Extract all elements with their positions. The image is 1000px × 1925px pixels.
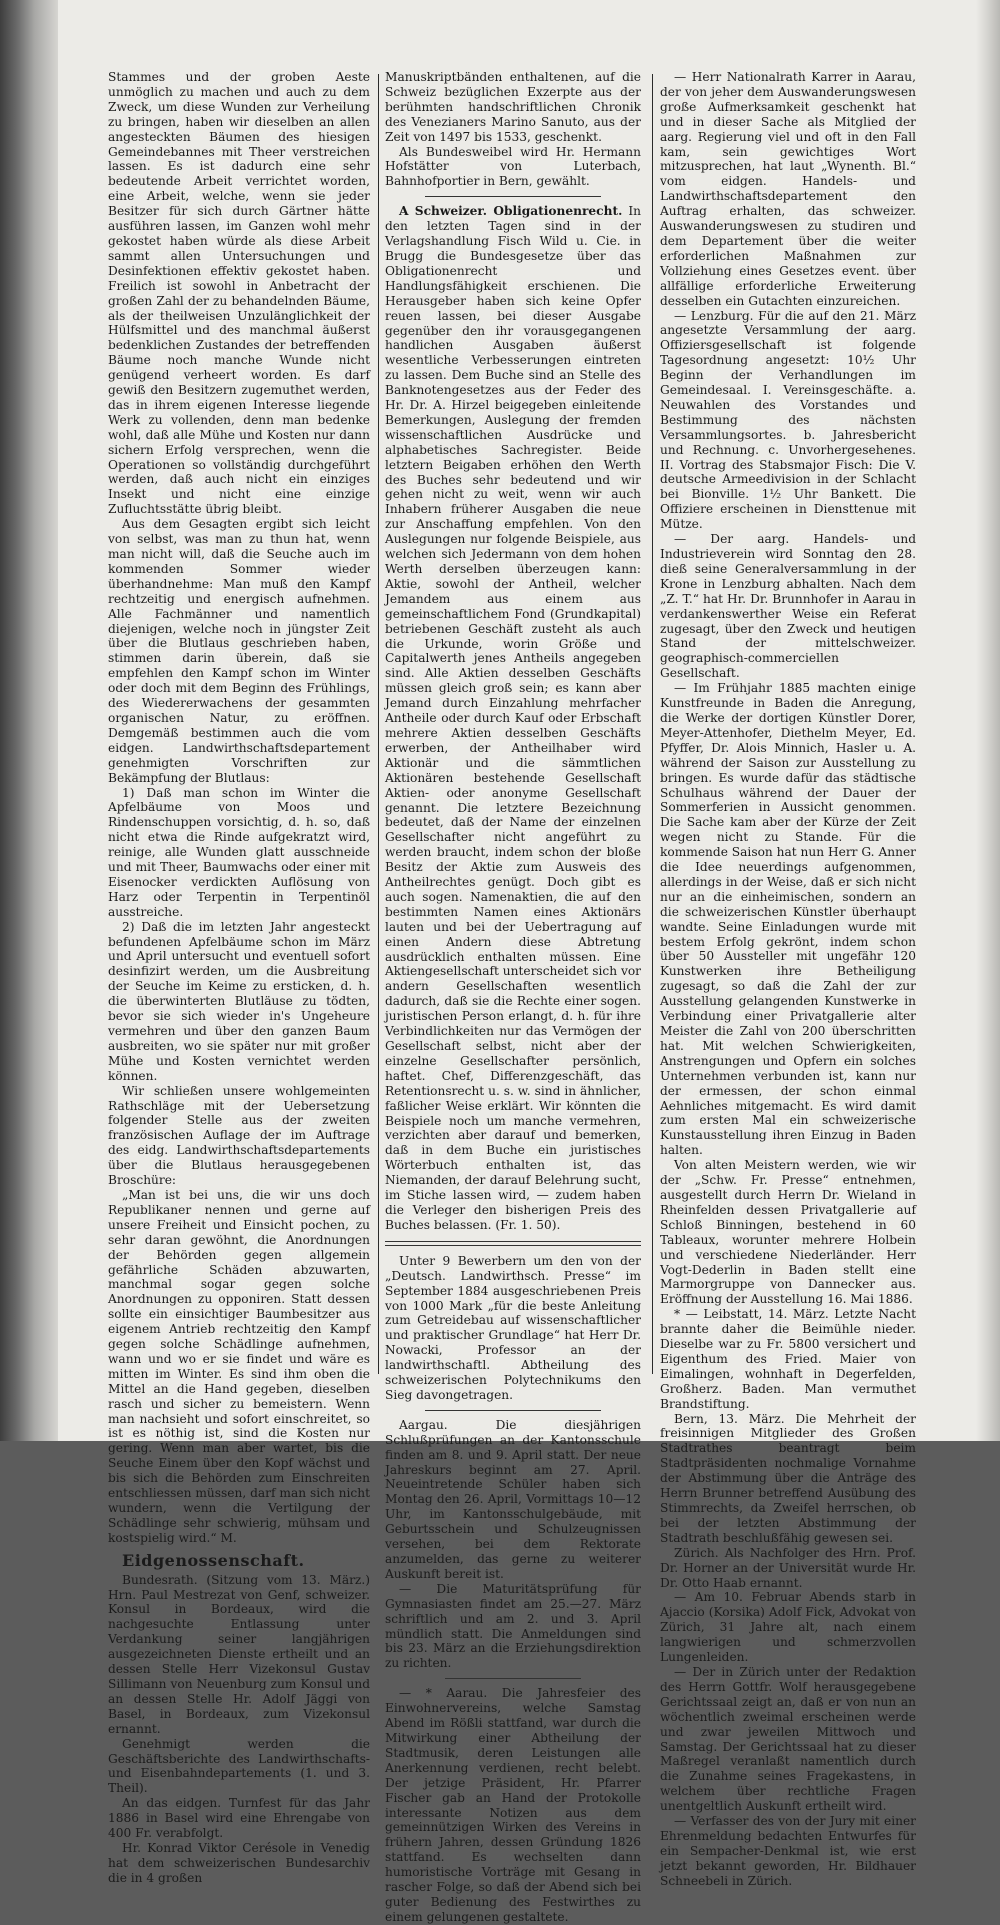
paragraph: Hr. Konrad Viktor Cerésole in Venedig hat dem schweizerischen Bundesarchiv die in 4 großen xyxy=(108,1840,370,1885)
paragraph xyxy=(385,204,641,1233)
paragraph: Als Bundesweibel wird Hr. Hermann Hofstätter von Luterbach, Bahnhofportier in Bern, gewählt. xyxy=(385,144,641,189)
paragraph: — Am 10. Februar Abends starb in Ajaccio (Korsika) Adolf Fick, Advokat von Zürich, 31 Jahre alt, nach einem langwierigen und schmerzvollen Lungenleiden. xyxy=(660,1590,916,1665)
binding-shadow xyxy=(0,0,58,1441)
separator xyxy=(445,1678,581,1679)
paragraph: An das eidgen. Turnfest für das Jahr 1886 in Basel wird eine Ehrengabe von 400 Fr. verabfolgt. xyxy=(108,1796,370,1841)
paragraph: Zürich. Als Nachfolger des Hrn. Prof. Dr. Horner an der Universität wurde Hr. Dr. Otto Haab ernannt. xyxy=(660,1545,916,1590)
paragraph: — Verfasser des von der Jury mit einer Ehrenmeldung bedachten Entwurfes für ein Sempacher-Denkmal ist, wie erst jetzt bekannt geworden, Hr. Bildhauer Schneebeli in Zürich. xyxy=(660,1814,916,1888)
column-1 xyxy=(108,70,370,1886)
paragraph: Manuskriptbänden enthaltenen, auf die Schweiz bezüglichen Exzerpte aus der berühmten handschriftlichen Chronik des Venezianers Marino Sanuto, aus der Zeit von 1497 bis 1533, geschenkt. xyxy=(385,70,641,144)
paragraph: Bern, 13. März. Die Mehrheit der freisinnigen Mitglieder des Großen Stadtrathes beantragt beim Stadtpräsidenten nochmalige Vornahme der Abstimmung über die Anträge des Herrn Brunner betreffend Ausübung des Stimmrechts, da Zweifel herrschen, ob bei der letzten Abstimmung der Stadtrath beschlußfähig gewesen sei. xyxy=(660,1411,916,1545)
paragraph: Von alten Meistern werden, wie wir der „Schw. Fr. Presse“ entnehmen, ausgestellt durch Herrn Dr. Wieland in Rheinfelden dessen Privatgallerie auf Schloß Binningen, bestehend in 60 Tableaux, worunter mehrere Holbein und verschiedene Niederländer. Herr Vogt-Dederlin in Baden stellt eine Marmorgruppe von Dannecker aus. Eröffnung der Ausstellung 16. Mai 1886. xyxy=(660,1158,916,1307)
paragraph: Genehmigt werden die Geschäftsberichte des Landwirthschafts- und Eisenbahndepartements (1. und 3. Theil). xyxy=(108,1736,370,1796)
paragraph: — Lenzburg. Für die auf den 21. März angesetzte Versammlung der aarg. Offiziersgesellschaft ist folgende Tagesordnung angesetzt: 10½ Uhr Beginn der Verhandlungen im Gemeindesaal. I. Vereinsgeschäfte. a. Neuwahlen des Vorstandes und Bestimmung des nächsten Versammlungsortes. b. Jahresbericht und Rechnung. c. Unvorhergesehenes. II. Vortrag des Stabsmajor Fisch: Die V. deutsche Armeedivision in der Schlacht bei Bionville. 1½ Uhr Bankett. Die Offiziere erscheinen in Diensttenue mit Mütze. xyxy=(660,308,916,532)
paragraph: — Der in Zürich unter der Redaktion des Herrn Gottfr. Wolf herausgegebene Gerichtssaal zeigt an, daß er von nun an wöchentlich zweimal erscheinen werde und zwar jeweilen Mittwoch und Samstag. Der Gerichtssaal hat zu dieser Maßregel veranlaßt namentlich durch die Zunahme seines Fragekastens, in welchem über rechtliche Fragen unentgeltlich Auskunft ertheilt wird. xyxy=(660,1664,916,1814)
paragraph: Aargau. Die diesjährigen Schlußprüfungen an der Kantonsschule finden am 8. und 9. April statt. Der neue Jahreskurs beginnt am 27. April. Neueintretende Schüler haben sich Montag den 26. April, Vormittags 10—12 Uhr, im Kantonsschulgebäude, mit Geburtsschein und Schulzeugnissen versehen, bei dem Rektorate anzumelden, das gerne zu weiterer Auskunft bereit ist. xyxy=(385,1417,641,1581)
paragraph: — Die Maturitätsprüfung für Gymnasiasten findet am 25.—27. März schriftlich und am 2. und 3. April mündlich statt. Die Anmeldungen sind bis 23. März an die Erziehungsdirektion zu richten. xyxy=(385,1581,641,1671)
column-rule xyxy=(378,74,379,1374)
paragraph: 2) Daß die im letzten Jahr angesteckt befundenen Apfelbäume schon im März und April untersucht und eventuell sofort desinfizirt werden, um die Ausbreitung der Seuche im Keime zu ersticken, d. h. die überwinterten Blutläuse zu tödten, bevor sie sich wieder in's Ungeheure vermehren und über den ganzen Baum ausbreiten, wo sie später nur mit großer Mühe und Kosten vernichtet werden können. xyxy=(108,919,370,1083)
column-2 xyxy=(385,70,641,1925)
column-3 xyxy=(660,70,916,1889)
paragraph: — * Aarau. Die Jahresfeier des Einwohnervereins, welche Samstag Abend im Rößli stattfand, war durch die Mitwirkung einer Abtheilung der Stadtmusik, deren Leistungen alle Anerkennung verdienen, recht belebt. Der jetzige Präsident, Hr. Pfarrer Fischer gab an Hand der Protokolle interessante Notizen aus dem gemeinnützigen Wirken des Vereins in frühern Jahren, dessen Gründung 1826 stattfand. Es wechselten dann humoristische Vorträge mit Gesang in rascher Folge, so daß der Abend sich bei guter Bedienung des Festwirthes zu einem gelungenen gestaltete. xyxy=(385,1686,641,1924)
paragraph: Stammes und der groben Aeste unmöglich zu machen und auch zu dem Zweck, um diese Wunden zur Verheilung zu bringen, haben wir dieselben an allen angesteckten Bäumen des hiesigen Gemeindebannes mit Theer verstreichen lassen. Es ist dadurch eine sehr bedeutende Arbeit verrichtet worden, eine Arbeit, welche, wenn sie jeder Besitzer für sich durch Gärtner hätte ausführen lassen, im Ganzen wohl mehr gekostet haben würde als diese Arbeit sammt allen Untersuchungen und Desinfektionen effektiv gekostet haben. Freilich ist sowohl in Anbetracht der großen Zahl der zu behandelnden Bäume, als der theilweisen Unzulänglichkeit der Hülfsmittel und des manchmal äußerst bedenklichen Zustandes der betreffenden Bäume noch manche Wunde nicht genügend verheert worden. Es darf gewiß den Besitzern zugemuthet werden, das in ihrem eigenen Interesse liegende Werk zu vollenden, denn man bedenke wohl, daß alle Mühe und Kosten nur dann sichern Erfolg versprechen, wenn die Operationen so vollständig durchgeführt werden, daß auch nicht ein einziges Insekt und nicht eine einzige Zufluchtsstätte übrig bleibt. xyxy=(108,70,370,517)
paragraph: * — Leibstatt, 14. März. Letzte Nacht brannte daher die Beimühle nieder. Dieselbe war zu Fr. 5800 versichert und Eigenthum des Fried. Maier von Eimalingen, wohnhaft in Degerfelden, Großherz. Baden. Man vermuthet Brandstiftung. xyxy=(660,1307,916,1411)
article-heading-obligationenrecht: A Schweizer. Obligationenrecht. xyxy=(399,204,623,219)
double-rule xyxy=(385,1241,641,1246)
paragraph: — Der aarg. Handels- und Industrieverein wird Sonntag den 28. dieß seine Generalversammlung in der Krone in Lenzburg abhalten. Nach dem „Z. T.“ hat Hr. Dr. Brunnhofer in Aarau in verdankenswerther Weise ein Referat zugesagt, über den Zweck und heutigen Stand der mittelschweizer. geographisch-commerciellen Gesellschaft. xyxy=(660,532,916,681)
paragraph: — Herr Nationalrath Karrer in Aarau, der von jeher dem Auswanderungswesen große Aufmerksamkeit geschenkt hat und in dieser Sache als Mitglied der aarg. Regierung viel und oft in den Fall kam, sein gewichtiges Wort mitzusprechen, hat laut „Wynenth. Bl.“ vom eidgen. Handels- und Landwirthschaftsdepartement den Auftrag erhalten, das schweizer. Auswanderungswesen zu studiren und dem Departement über die weiter erforderlichen Maßnahmen zur Vollziehung eines Gesetzes event. über allfällige erforderliche Erweiterung desselben ein Gutachten einzureichen. xyxy=(660,70,916,308)
page-edge xyxy=(976,0,1000,1441)
paragraph-text: In den letzten Tagen sind in der Verlagshandlung Fisch Wild u. Cie. in Brugg die Bundesgesetze über das Obligationenrecht und Handlungsfähigkeit erschienen. Die Herausgeber haben sich keine Opfer reuen lassen, bei dieser Ausgabe gegenüber den ihr vorausgegangenen handlichen Ausgaben äußerst wesentliche Verbesserungen eintreten zu lassen. Dem Buche sind an Stelle des Banknotengesetzes aus der Feder des Hr. Dr. A. Hirzel beigegeben einleitende Bemerkungen, Auslegung der fremden wissenschaftlichen Ausdrücke und alphabetisches Sachregister. Beide letztern Beigaben erhöhen den Werth des Buches sehr bedeutend und wir gehen nicht zu weit, wenn wir auch Inhabern früherer Ausgaben die neue zur Anschaffung empfehlen. Von den Auslegungen nur folgende Beispiele, aus welchen sich Jedermann von dem hohen Werth derselben überzeugen kann: Aktie, sowohl der Antheil, welcher Jemandem aus einem aus gemeinschaftlichem Fond (Grundkapital) betriebenen Geschäft zusteht als auch die Urkunde, worin Größe und Capitalwerth jenes Antheils angegeben sind. Alle Aktien desselben Geschäfts müssen gleich groß sein; es kann aber Jemand durch Einzahlung mehrfacher Antheile oder durch Kauf oder Erbschaft mehrere Aktien desselben Geschäfts erwerben, der Antheilhaber wird Aktionär und die sämmtlichen Aktionären bestehende Gesellschaft Aktien- oder anonyme Gesellschaft genannt. Die letztere Bezeichnung bedeutet, daß der Name der einzelnen Gesellschafter nicht angeführt zu werden braucht, indem schon der bloße Besitz der Aktie zum Ausweis des Antheilrechtes genügt. Doch gibt es auch sogen. Namenaktien, die auf den bestimmten Namen eines Aktionärs lauten und bei der Uebertragung auf einen Andern diese Abtretung ausdrücklich enthalten müssen. Eine Aktiengesellschaft unterscheidet sich vor andern Gesellschaften wesentlich dadurch, daß sie die Rechte einer sogen. juristischen Person erlangt, d. h. für ihre Verbindlichkeiten nur das Vermögen der Gesellschaft selbst, nicht aber der einzelne Gesellschafter persönlich, haftet. Chef, Differenzgeschäft, das Retentionsrecht u. s. w. sind in ähnlicher, faßlicher Weise erklärt. Wir könnten die Beispiele noch um manche vermehren, verzichten aber darauf und bemerken, daß in dem Buche ein juristisches Wörterbuch enthalten ist, das Niemanden, der darauf Belehrung sucht, im Stiche lassen wird, — zudem haben die Verleger den bisherigen Preis des Buches belassen. (Fr. 1. 50). xyxy=(385,204,642,1232)
separator xyxy=(425,196,601,197)
paragraph: — Im Frühjahr 1885 machten einige Kunstfreunde in Baden die Anregung, die Werke der dortigen Künstler Dorer, Meyer-Attenhofer, Diethelm Meyer, Ed. Pfyffer, Dr. Alois Minnich, Hasler u. A. während der Saison zur Ausstellung zu bringen. Es wurde dafür das städtische Schulhaus während der Dauer der Sommerferien in Aussicht genommen. Die Sache kam aber der Kürze der Zeit wegen nicht zu Stande. Für die kommende Saison hat nun Herr G. Anner die Idee neuerdings aufgenommen, allerdings in der Weise, daß er sich nicht nur an die einheimischen, sondern an die schweizerischen Künstler überhaupt wandte. Seine Einladungen wurde mit bestem Erfolg gekrönt, indem schon über 50 Aussteller mit ungefähr 120 Kunstwerken ihre Betheiligung zugesagt, so daß die Zahl der zur Ausstellung gelangenden Kunstwerke in Verbindung einer Privatgallerie alter Meister die Zahl von 200 überschritten hat. Mit welchen Schwierigkeiten, Anstrengungen und Opfern ein solches Unternehmen verbunden ist, kann nur der ermessen, der schon einmal Aehnliches mitgemacht. Es wird damit zum ersten Mal ein schweizerische Kunstausstellung ihren Einzug in Baden halten. xyxy=(660,681,916,1158)
column-rule xyxy=(652,74,653,1374)
paragraph: 1) Daß man schon im Winter die Apfelbäume von Moos und Rindenschuppen vorsichtig, d. h. so, daß nicht etwa die Rinde aufgekratzt wird, reinige, alle Wunden glatt ausschneide und mit Theer, Baumwachs oder einer mit Eisenocker verdickten Auflösung von Harz oder Terpentin in Terpentinöl ausstreiche. xyxy=(108,785,370,919)
paragraph: Wir schließen unsere wohlgemeinten Rathschläge mit der Uebersetzung folgender Stelle aus der zweiten französischen Auflage der im Auftrage des eidg. Landwirthschaftsdepartements über die Blutlaus herausgegebenen Broschüre: xyxy=(108,1083,370,1188)
section-heading-eidgenossenschaft: Eidgenossenschaft. xyxy=(122,1550,305,1570)
separator xyxy=(425,1410,601,1411)
paragraph: Unter 9 Bewerbern um den von der „Deutsch. Landwirthsch. Presse“ im September 1884 ausgeschriebenen Preis von 1000 Mark „für die beste Anleitung zum Getreidebau auf wissenschaftlicher und praktischer Grundlage“ hat Herr Dr. Nowacki, Professor an der landwirthschaftl. Abtheilung des schweizerischen Polytechnikums den Sieg davongetragen. xyxy=(385,1253,641,1402)
paragraph: Aus dem Gesagten ergibt sich leicht von selbst, was man zu thun hat, wenn man nicht will, daß die Seuche auch im kommenden Sommer wieder überhandnehme: Man muß den Kampf rechtzeitig und energisch aufnehmen. Alle Fachmänner und namentlich diejenigen, welche noch in jüngster Zeit über die Blutlaus geschrieben haben, stimmen darin überein, daß sie empfehlen den Kampf schon im Winter oder doch mit dem Beginn des Frühlings, des Wiedererwachens der gesammten organischen Natur, zu eröffnen. Demgemäß bestimmen auch die vom eidgen. Landwirthschaftsdepartement genehmigten Vorschriften zur Bekämpfung der Blutlaus: xyxy=(108,517,370,785)
paragraph: „Man ist bei uns, die wir uns doch Republikaner nennen und gerne auf unsere Freiheit und Einsicht pochen, zu sehr daran gewöhnt, die Anordnungen der Behörden gegen allgemein gefährliche Schäden abzuwarten, manchmal sogar gegen solche Anordnungen zu opponiren. Statt dessen sollte ein einsichtiger Baumbesitzer aus eigenem Antrieb rechtzeitig den Kampf gegen solche Schädlinge aufnehmen, wann und wo er sie findet und wäre es mitten im Winter. Es sind ihm oben die Mittel an die Hand gegeben, dieselben rasch und sicher zu bemeistern. Wenn man nachsieht und sofort einschreitet, so ist es nöthig ist, sind die Kosten nur gering. Wenn man aber wartet, bis die Seuche Einem über den Kopf wächst und bis sich die Behörden zum Einschreiten entschliessen müssen, darf man sich nicht wundern, wenn die Vertilgung der Schädlinge sehr schwierig, mühsam und kostspielig wird.“ M. xyxy=(108,1187,370,1545)
paragraph: Bundesrath. (Sitzung vom 13. März.) Hrn. Paul Mestrezat von Genf, schweizer. Konsul in Bordeaux, wird die nachgesuchte Entlassung unter Verdankung seiner langjährigen ausgezeichneten Dienste ertheilt und an dessen Stelle Herr Vizekonsul Gustav Sillimann von Neuenburg zum Konsul und an dessen Stelle Hr. Adolf Jäggi von Basel, in Bordeaux, zum Vizekonsul ernannt. xyxy=(108,1572,370,1736)
